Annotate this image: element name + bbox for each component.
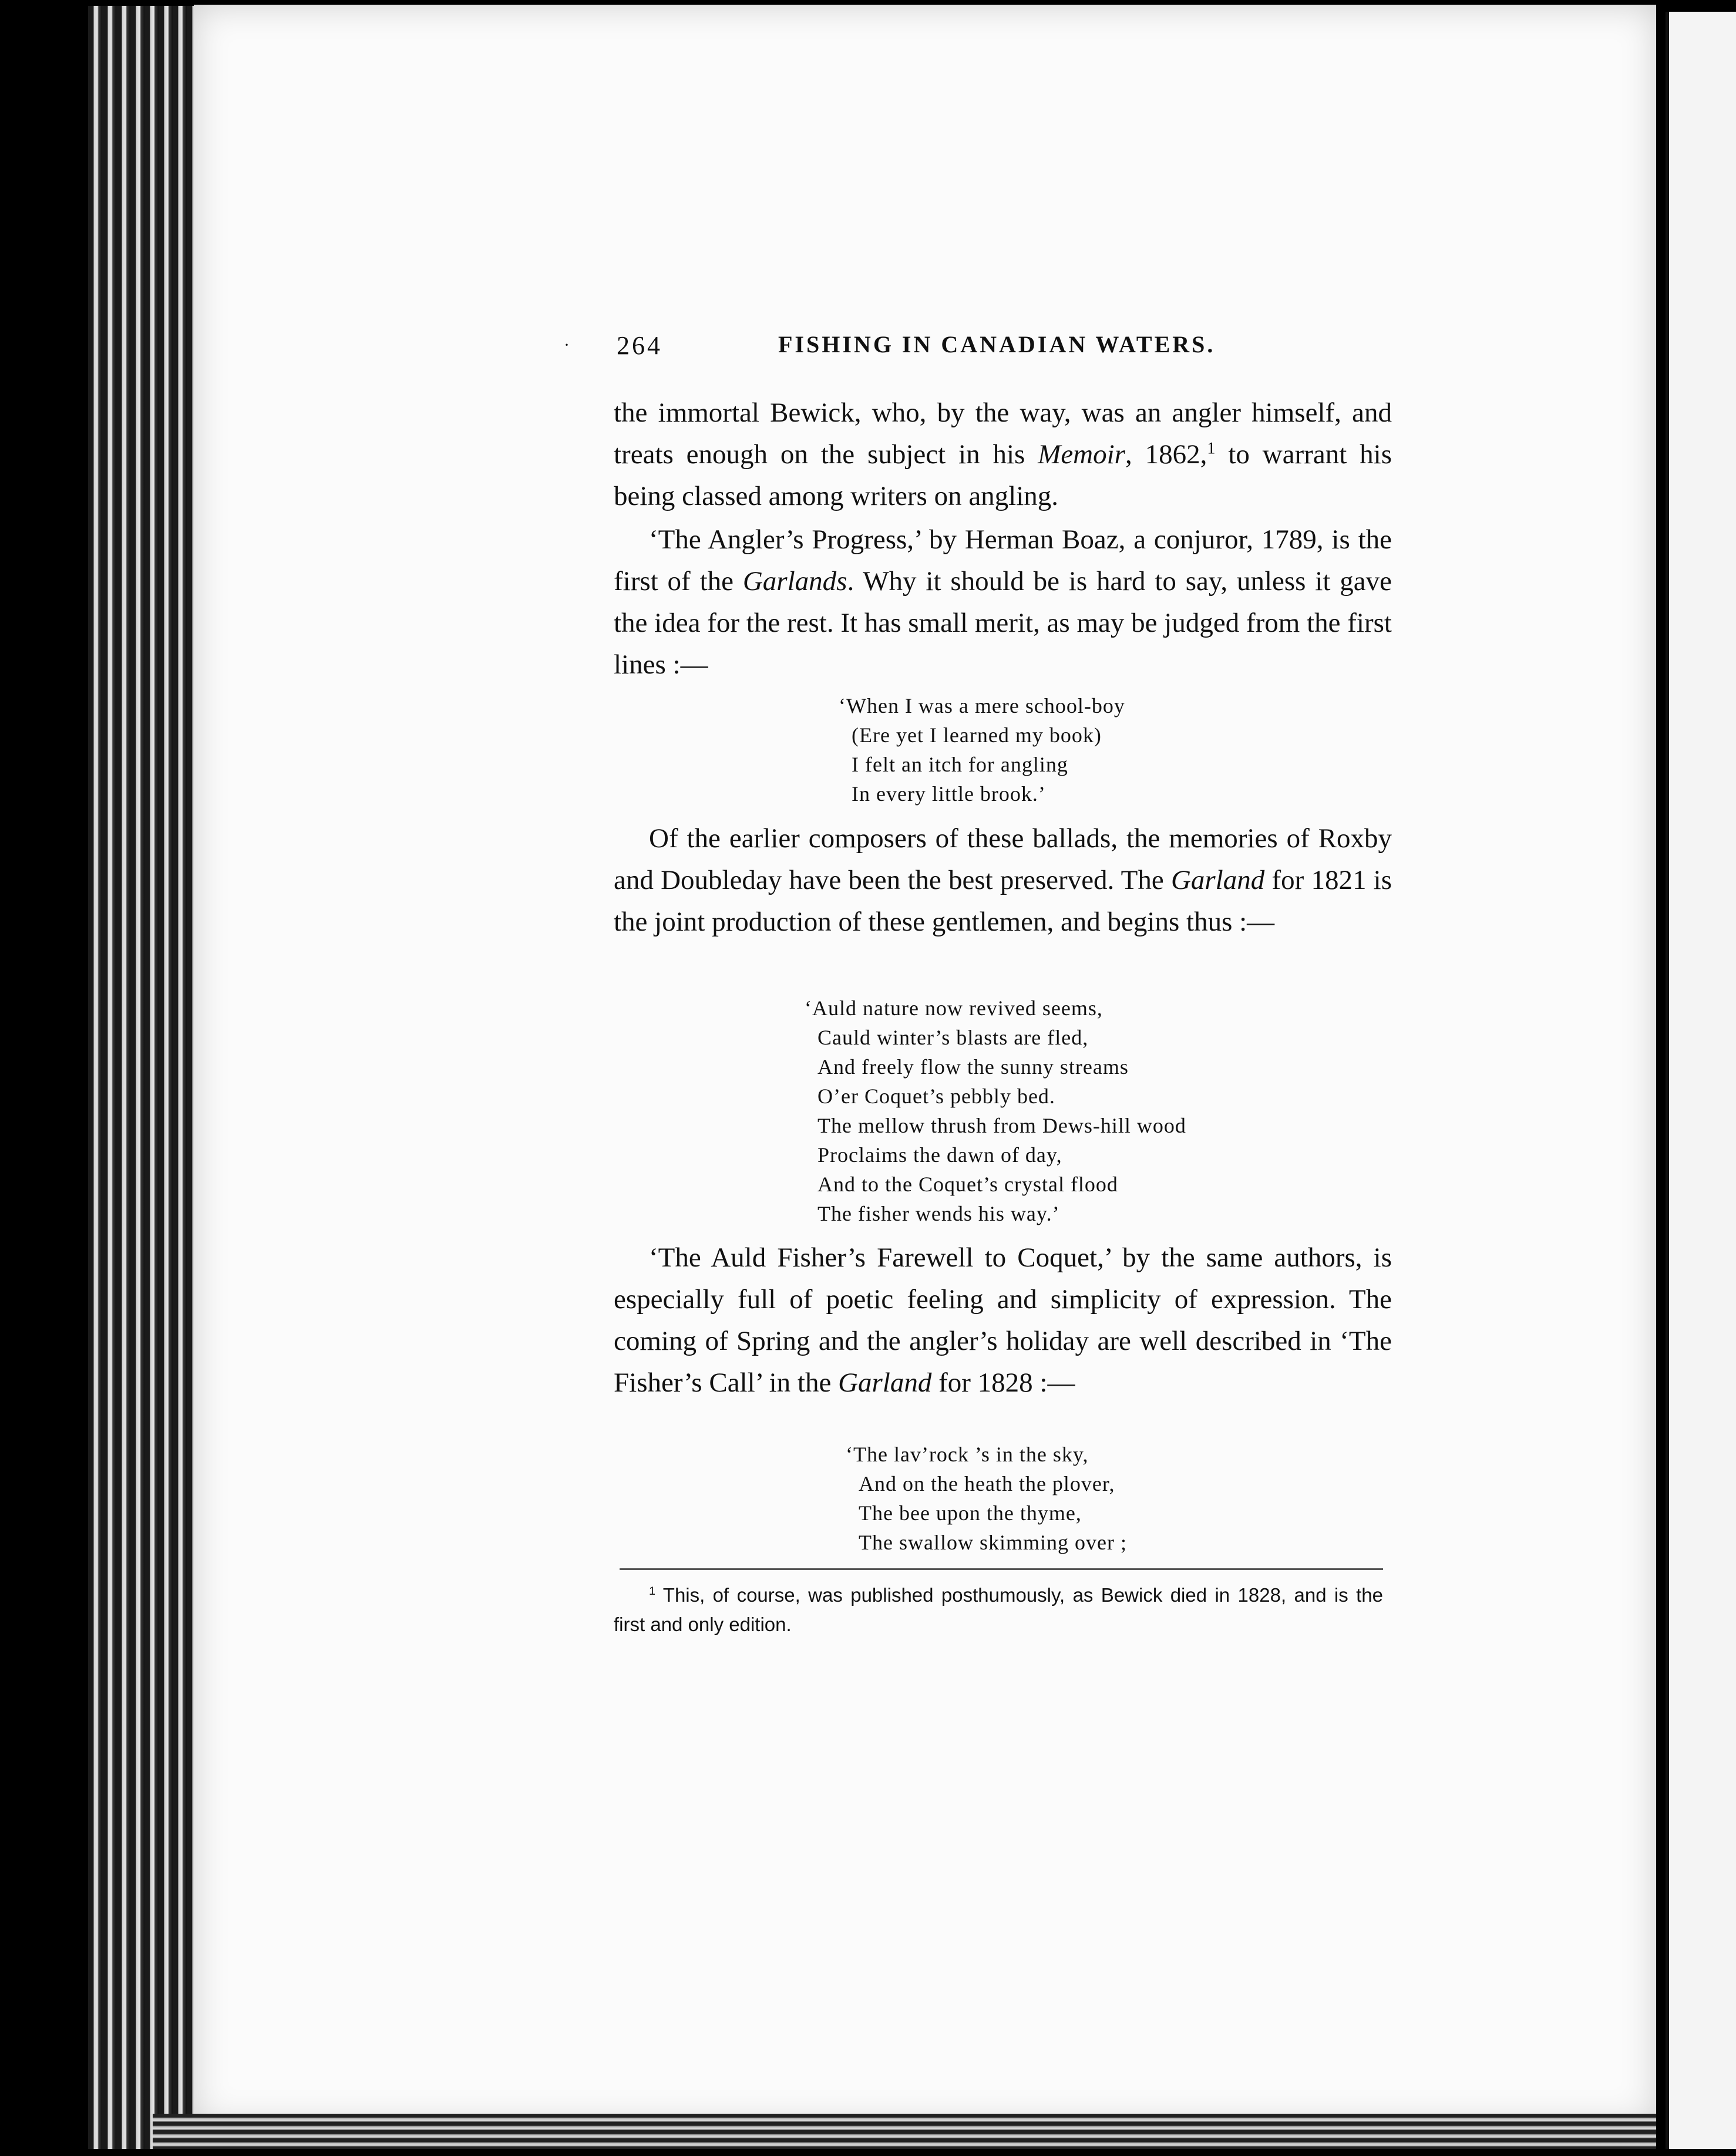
verse-line: And freely flow the sunny streams <box>817 1055 1129 1079</box>
verse-line: The swallow skimming over ; <box>859 1531 1127 1554</box>
italic-title: Memoir <box>1038 439 1125 470</box>
footnote-divider <box>620 1568 1383 1570</box>
verse-line: ‘The lav’rock ’s in the sky, <box>846 1443 1089 1466</box>
verse-block-1 <box>839 691 1125 808</box>
text: for 1821 is the joint production of these gentlemen, and begins thus :— <box>614 865 1392 937</box>
verse-line: And on the heath the plover, <box>859 1472 1115 1495</box>
paragraph-1 <box>614 392 1392 517</box>
footnote-ref: 1 <box>1207 439 1216 458</box>
paragraph-3 <box>614 818 1392 943</box>
text: , 1862, <box>1125 439 1207 470</box>
footnote-text: This, of course, was published posthumously, as Bewick died in 1828, and is the first and only edition. <box>614 1584 1383 1635</box>
running-title: FISHING IN CANADIAN WATERS. <box>778 331 1216 358</box>
facing-page-edge <box>1666 12 1736 2149</box>
verse-line: ‘When I was a mere school-boy <box>839 694 1125 717</box>
verse-line: I felt an itch for angling <box>852 753 1068 776</box>
italic-title: Garland <box>838 1367 932 1398</box>
italic-title: Garland <box>1170 865 1265 895</box>
running-head <box>564 331 1251 366</box>
footnote-marker: 1 <box>649 1585 656 1598</box>
verse-line: ‘Auld nature now revived seems, <box>805 996 1103 1020</box>
verse-block-2 <box>805 993 1186 1228</box>
text: the immortal Bewick, who, by the way, was an angler himself, and treats enough on the subject in his <box>614 397 1392 470</box>
verse-line: (Ere yet I learned my book) <box>852 723 1102 747</box>
text: ‘The Angler’s Progress,’ by Herman Boaz, a conjuror, 1789, is the first of the <box>614 524 1392 597</box>
page-number: 264 <box>617 331 662 360</box>
paragraph-4 <box>614 1237 1392 1404</box>
verse-line: The fisher wends his way.’ <box>817 1202 1060 1225</box>
text: to warrant his being classed among writers on angling. <box>614 439 1392 511</box>
margin-mark: · <box>564 335 572 355</box>
verse-line: The mellow thrush from Dews-hill wood <box>817 1114 1186 1137</box>
verse-line: In every little brook.’ <box>852 782 1046 806</box>
paragraph-2 <box>614 519 1392 686</box>
verse-line: And to the Coquet’s crystal flood <box>817 1173 1118 1196</box>
book-page-edges <box>88 6 211 2149</box>
verse-block-3 <box>846 1440 1127 1557</box>
italic-title: Garlands <box>742 566 847 597</box>
verse-line: The bee upon the thyme, <box>859 1501 1082 1525</box>
footnote <box>614 1581 1383 1639</box>
text: Of the earlier composers of these ballads, the memories of Roxby and Doubleday have been the best preserved. The <box>614 823 1392 895</box>
text: ‘The Auld Fisher’s Farewell to Coquet,’ by the same authors, is especially full of poetic feeling and simplicity of expression. The coming of Spring and the angler’s holiday are well described in ‘The Fisher’s Call’ in the <box>614 1242 1392 1398</box>
book-bottom-edges <box>153 2114 1656 2149</box>
verse-line: Cauld winter’s blasts are fled, <box>817 1026 1089 1049</box>
verse-line: O’er Coquet’s pebbly bed. <box>817 1084 1055 1108</box>
text: for 1828 :— <box>931 1367 1075 1398</box>
verse-line: Proclaims the dawn of day, <box>817 1143 1062 1167</box>
text: . Why it should be is hard to say, unless it gave the idea for the rest. It has small merit, as may be judged from the first lines :— <box>614 566 1392 680</box>
